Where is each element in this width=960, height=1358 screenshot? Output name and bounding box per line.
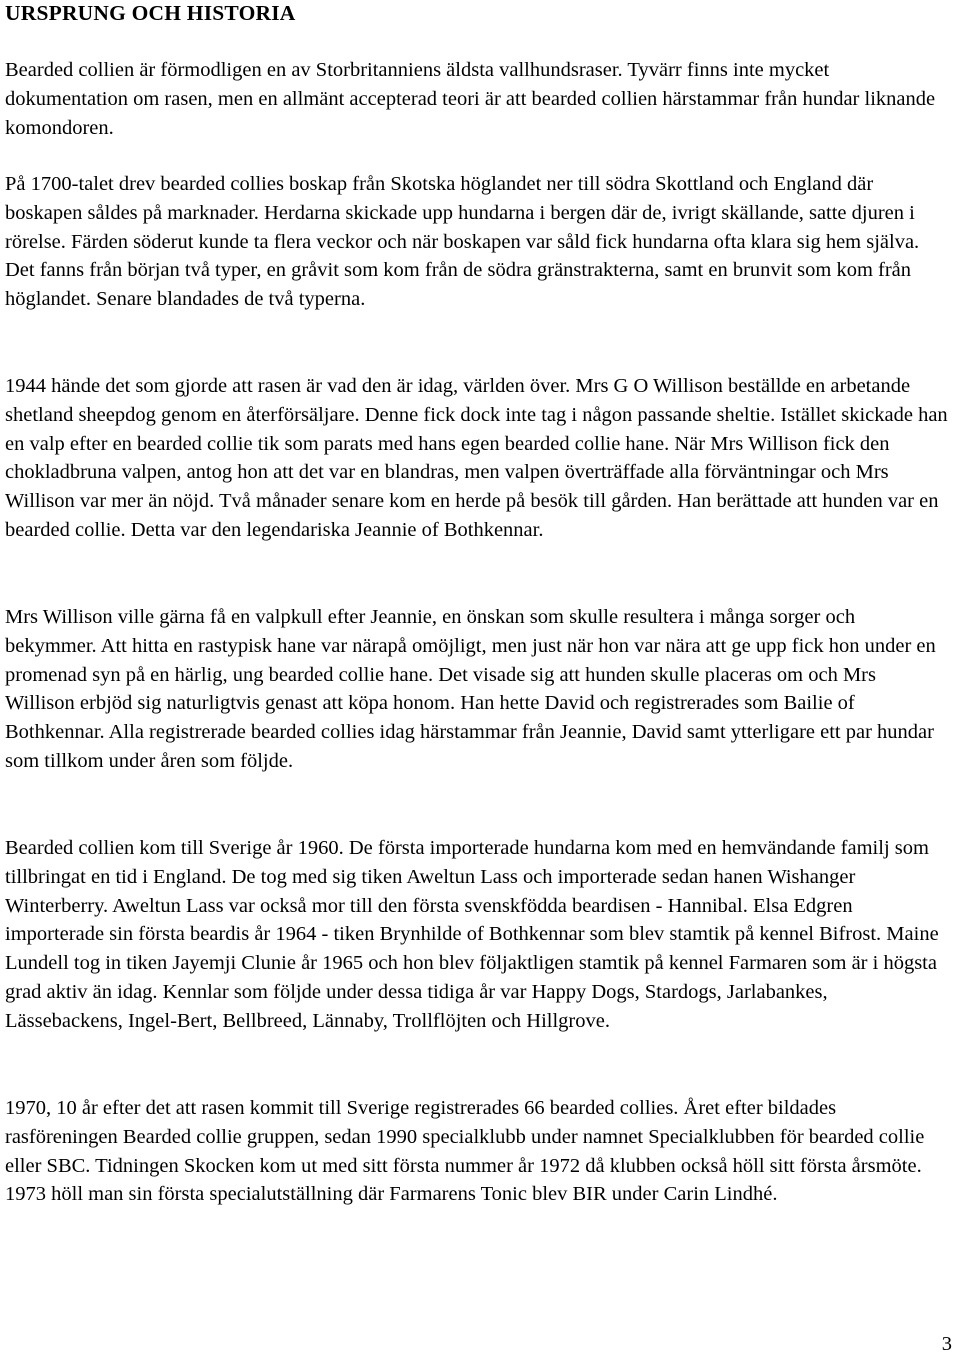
paragraph-1944: 1944 hände det som gjorde att rasen är vad den är idag, världen över. Mrs G O Willison beställde en arbetande shetland sheepdog genom en återförsäljare. Denne fick dock inte tag i någon passande sheltie. Istället skickade han en valp efter en bearded collie tik som parats med hans egen bearded collie hane. När Mrs Willison fick den chokladbruna valpen, antog hon att det var en blandras, men valpen överträffade alla förväntningar och Mrs Willison var mer än nöjd. Två månader senare kom en herde på besök till gården. Han berättade att hunden var en bearded collie. Detta var den legendariska Jeannie of Bothkennar. — [5, 375, 948, 541]
page-number: 3 — [941, 1333, 952, 1355]
paragraph-1970: 1970, 10 år efter det att rasen kommit till Sverige registrerades 66 bearded collies. Året efter bildades rasföreningen Bearded collie gruppen, sedan 1990 specialklubb under namnet Specialklubben för bearded collie eller SBC. Tidningen Skocken kom ut med sitt första nummer år 1972 då klubben också höll sitt första årsmöte. 1973 höll man sin första specialutställning där Farmarens Tonic blev BIR under Carin Lindhé. — [5, 1097, 925, 1206]
paragraph-sweden: Bearded collien kom till Sverige år 1960. De första importerade hundarna kom med en hemvändande familj som tillbringat en tid i England. De tog med sig tiken Aweltun Lass och importerade sedan hanen Wishanger Winterberry. Aweltun Lass var också mor till den första svenskfödda beardisen - Hannibal. Elsa Edgren importerade sin första beardis år 1964 - tiken Brynhilde of Bothkennar som blev stamtik på kennel Bifrost. Maine Lundell tog in tiken Jayemji Clunie år 1965 och hon blev följaktligen stamtik på kennel Farmaren som är i högsta grad aktiv än idag. Kennlar som följde under dessa tidiga år var Happy Dogs, Stardogs, Jarlabankes, Lässebackens, Ingel-Bert, Bellbreed, Lännaby, Trollflöjten och Hillgrove. — [5, 837, 939, 1032]
paragraph-litter: Mrs Willison ville gärna få en valpkull efter Jeannie, en önskan som skulle resultera i många sorger och bekymmer. Att hitta en rastypisk hane var närapå omöjligt, men just när hon var nära att ge upp fick hon under en promenad syn på en härlig, ung bearded collie hane. Det visade sig att hunden skulle placeras om och Mrs Willison erbjöd sig naturligtvis genast att köpa honom. Han hette David och registrerades som Bailie of Bothkennar. Alla registrerade bearded collies idag härstammar från Jeannie, David samt ytterligare ett par hundar som tillkom under åren som följde. — [5, 606, 936, 772]
paragraph-origin: Bearded collien är förmodligen en av Storbritanniens äldsta vallhundsraser. Tyvärr finns inte mycket dokumentation om rasen, men en allmänt accepterad teori är att bearded collien härstammar från hundar liknande komondoren. — [5, 59, 936, 139]
page-heading: URSPRUNG OCH HISTORIA — [5, 1, 296, 25]
paragraph-1700s: På 1700-talet drev bearded collies boskap från Skotska höglandet ner till södra Skottland och England där boskapen såldes på marknader. Herdarna skickade upp hundarna i bergen där de, ivrigt skällande, satte djuren i rörelse. Färden söderut kunde ta flera veckor och när boskapen var såld fick hundarna ofta klara sig hem själva. Det fanns från början två typer, en gråvit som kom från de södra gränstrakterna, samt en brunvit som kom från höglandet. Senare blandades de två typerna. — [5, 173, 920, 311]
document-page — [5, 0, 950, 1206]
